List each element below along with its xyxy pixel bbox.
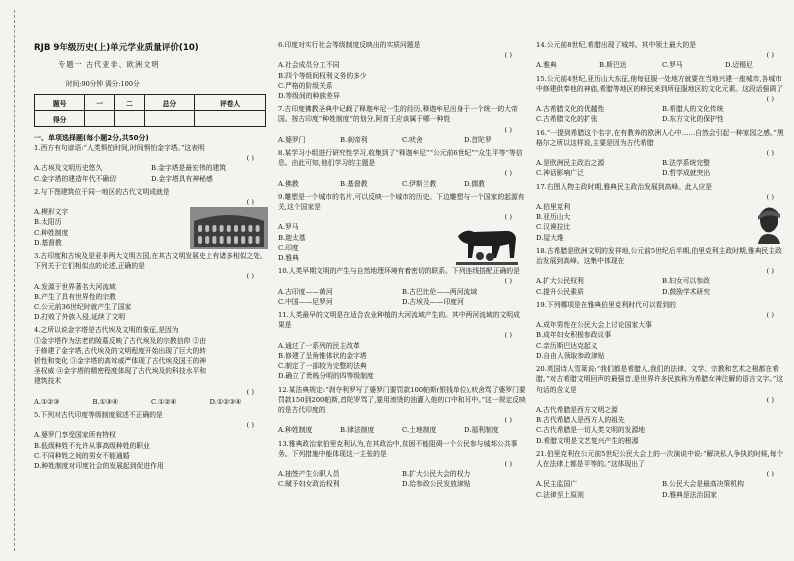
- question: [536, 300, 788, 364]
- options: [278, 341, 526, 382]
- options: [536, 320, 788, 361]
- score-cell[interactable]: [115, 111, 145, 127]
- option-row: [278, 479, 526, 489]
- option-row: [278, 297, 526, 307]
- option-row: [278, 469, 526, 479]
- answer-bracket[interactable]: ( ): [766, 149, 774, 158]
- option: A.民主监国广: [536, 480, 578, 489]
- answer-bracket[interactable]: ( ): [766, 311, 774, 320]
- option: C.土地制度: [402, 426, 437, 435]
- option: B.扩大公民大会的权力: [402, 470, 471, 479]
- answer-bracket[interactable]: ( ): [246, 198, 254, 207]
- option: D.东方文化的保护性: [662, 115, 724, 124]
- question: [536, 364, 788, 449]
- answer-bracket[interactable]: ( ): [766, 51, 774, 60]
- option: A.发源于世界著名大河流域: [34, 282, 116, 291]
- option: A.雅典: [536, 61, 557, 70]
- option: B.刹帝利: [340, 135, 368, 144]
- option: C.亲历斯巴达克起义: [536, 341, 598, 350]
- question: [278, 385, 526, 439]
- answer-bracket[interactable]: ( ): [504, 169, 512, 178]
- time-and-score: 时间:90分钟 满分:100分: [66, 80, 140, 88]
- answer-bracket[interactable]: ( ): [504, 277, 512, 286]
- question: [536, 182, 788, 246]
- option: C.汉谟拉比: [536, 223, 571, 232]
- question: [278, 40, 526, 104]
- option: C.公元前36世纪时就产生了国家: [34, 303, 132, 312]
- option: D.哲学成就突出: [662, 169, 711, 178]
- score-header: 二: [115, 95, 145, 111]
- question: [536, 246, 788, 300]
- question: [278, 192, 526, 266]
- option: A.①②③: [34, 397, 60, 406]
- options: [536, 158, 788, 178]
- question-list: [536, 40, 788, 503]
- question-text: 8.某学习小组进行研究性学习,收集到了“释迦牟尼”“公元前6世纪”“众生平等”等信息。由此可知,他们学习的主题是: [278, 149, 523, 168]
- option: C.古希腊文化的扩张: [536, 115, 598, 124]
- answer-bracket[interactable]: ( ): [504, 51, 512, 60]
- option-row: [536, 158, 788, 168]
- answer-bracket[interactable]: ( ): [246, 387, 254, 396]
- question-list: [34, 143, 268, 474]
- option-row: [278, 425, 526, 435]
- options: [34, 397, 268, 407]
- question: [34, 251, 268, 325]
- option: B.基督教: [340, 179, 368, 188]
- colosseum-image: [190, 207, 268, 249]
- question-text: 20.英国诗人雪莱说:“我们都是希腊人,我们的法律、文学、宗教和艺术之根都在希腊。”对古希腊文明回声的最强音,是世界许多民族称为希腊女神注解的语言文字。”这句话的含义是: [536, 365, 783, 394]
- option: C.①②④: [151, 397, 177, 406]
- spacer: [34, 471, 268, 474]
- option-row: [536, 287, 788, 297]
- option: A.成年男性在公民大会上讨论国家大事: [536, 321, 652, 330]
- option: B.律法制度: [340, 426, 375, 435]
- option: D.金字塔具有神秘感: [151, 174, 213, 183]
- option: C.种姓制度: [34, 228, 69, 237]
- option: D.①②③④: [209, 397, 242, 406]
- option: D.打败了外族入侵,延续了文明: [34, 313, 126, 322]
- option: B.亚历山大: [536, 213, 571, 222]
- score-row-label: 得分: [35, 111, 85, 127]
- question: [278, 148, 526, 192]
- option: A.古埃及文明历史悠久: [34, 164, 103, 173]
- pericles-bust-image: [752, 202, 784, 244]
- question-list: [278, 40, 526, 493]
- option-row: [34, 174, 268, 184]
- question: [278, 266, 526, 310]
- option: B.法学系统完整: [662, 159, 710, 168]
- option: A.抽签产生公职人员: [278, 470, 340, 479]
- option: D.等级间的种族差异: [278, 92, 340, 101]
- question: [278, 310, 526, 384]
- option: A.婆罗门享受国家所有特权: [34, 431, 116, 440]
- option: D.儒教: [464, 179, 485, 188]
- question-text: 9.雕塑是一个城市的名片,可以反映一个城市的历史。下边雕塑与一个国家的起源有关,这个国家是: [278, 192, 525, 212]
- option: D.鼓励学术研究: [662, 287, 711, 296]
- answer-bracket[interactable]: ( ): [766, 395, 774, 404]
- option: A.楔形文字: [34, 208, 69, 217]
- option-row: [536, 60, 788, 70]
- option: C.中国——尼罗河: [278, 297, 333, 306]
- option: B.金字塔是最宏伟的建筑: [151, 164, 227, 173]
- answer-bracket[interactable]: ( ): [504, 125, 512, 134]
- options: [536, 202, 788, 243]
- options: [278, 287, 526, 307]
- options: [536, 405, 788, 446]
- option: D.首陀罗: [464, 135, 492, 144]
- question-text: 6.印度对实行社会等级制度反映出的实质问题是: [278, 41, 421, 49]
- options: [536, 104, 788, 124]
- score-cell[interactable]: [144, 111, 194, 127]
- page-title: RJB 9年级历史(上)单元学业质量评价(10): [34, 43, 199, 53]
- option: A.婆罗门: [278, 135, 306, 144]
- option-row: [536, 104, 788, 114]
- column-3: [532, 0, 794, 561]
- option: D.屋大维: [536, 233, 564, 242]
- option: D.给参政公民发放津贴: [402, 480, 471, 489]
- option-row: [536, 114, 788, 124]
- question-text: 13.雅典政治家伯里克利认为,在其政治中,贫困不能阻碍一个公民参与城邦公共事务。下列措施中能体现这一主张的是: [278, 439, 518, 458]
- question-text: 7.古印度佛教圣典中记载了释迦牟尼一生的经历,释迦牟尼出身于一个统一的大帝国。按古印度“种姓制度”的划分,阿育王应该属于哪一种姓: [278, 105, 518, 124]
- score-header: 一: [85, 95, 115, 111]
- option: A.古希腊文化的优越性: [536, 105, 605, 114]
- option: D.基督教: [34, 238, 62, 247]
- options: [278, 179, 526, 189]
- options: [34, 163, 268, 183]
- option: A.罗马: [278, 223, 299, 232]
- options: [34, 207, 268, 248]
- question-text: 21.伯里克利在公元前5世纪公民大会上的一次演说中说:“解决私人争执的时候,每个人在法律上都是平等的。”这体现出了: [536, 449, 784, 468]
- answer-bracket[interactable]: ( ): [246, 272, 254, 281]
- answer-bracket[interactable]: ( ): [504, 459, 512, 468]
- options: [278, 469, 526, 489]
- option-row: [536, 168, 788, 178]
- spacer: [536, 500, 788, 503]
- question: [34, 187, 268, 251]
- option: C.罗马: [662, 61, 683, 70]
- question-line: 建筑技术: [34, 377, 62, 386]
- option: B.妇女可以参政: [662, 277, 710, 286]
- question-text: 12.某法典规定:“剥夺利罗写了婆罗门要罚款100帕斯(银钱单位),吠舍骂了婆罗门要罚款150到200帕斯,首陀罗骂了,要用滚烫的油灌入他的口中和耳中。”这一规定反映的是古代印度的: [278, 385, 526, 414]
- options: [34, 430, 268, 471]
- question-line: 折性和变化 ③金字塔的高耸威严体现了古代埃及国王的神: [34, 357, 207, 366]
- question-line: 于修建了金字塔,古代埃及的文明程度开始出现了巨大的转: [34, 346, 207, 355]
- spacer: [278, 490, 526, 493]
- answer-bracket[interactable]: ( ): [504, 213, 512, 222]
- option: B.公民大会是最高决策机构: [662, 480, 744, 489]
- options: [536, 276, 788, 296]
- score-header: 评卷人: [195, 95, 266, 111]
- she-wolf-statue-image: [452, 222, 522, 266]
- question-line: ①金字塔作为法老的陵墓反映了古代埃及的宗教信仰 ②由: [34, 336, 207, 345]
- option: A.种姓制度: [278, 426, 313, 435]
- option: A.扩大公民权利: [536, 277, 584, 286]
- option: B.斯巴达: [599, 61, 627, 70]
- option: C.神话影响广泛: [536, 169, 584, 178]
- option: B.四个等级间权利义务的多少: [278, 71, 367, 80]
- option: D.迈锡尼: [725, 61, 753, 70]
- option: A.社会成员分工不同: [278, 61, 340, 70]
- option: D.自由人领取参政津贴: [536, 351, 605, 360]
- answer-bracket[interactable]: ( ): [504, 331, 512, 340]
- column-2: [274, 0, 530, 561]
- option: C.法律至上原则: [536, 490, 584, 499]
- option: D.古埃及——印度河: [402, 297, 464, 306]
- option: B.修建了呈角锥体状的金字塔: [278, 351, 367, 360]
- option: A.伯里克利: [536, 203, 571, 212]
- answer-bracket[interactable]: ( ): [246, 154, 254, 163]
- score-header: 题号: [35, 95, 85, 111]
- option: C.金字塔的建造年代不确切: [34, 174, 116, 183]
- question-text: 10.人类早期文明的产生与自然地理环境有着密切的联系。下列连线搭配正确的是: [278, 267, 520, 276]
- option: B.太阳历: [34, 218, 62, 227]
- option: A.通过了一系列的民主改革: [278, 341, 360, 350]
- score-table: [34, 94, 266, 127]
- option-row: [536, 479, 788, 489]
- option-row: [536, 276, 788, 286]
- option: C.提升公民素质: [536, 287, 584, 296]
- question-text: 11.人类最早的文明是在适合农业种植的大河流域产生的。其中两河流域的文明成果是: [278, 311, 520, 330]
- answer-bracket[interactable]: ( ): [766, 267, 774, 276]
- option: B.古代希腊人是西方人的祖先: [536, 416, 625, 425]
- option: D.福利制度: [464, 426, 499, 435]
- options: [278, 222, 526, 263]
- options: [536, 60, 788, 70]
- option: B.低级种姓不允许从事高级种姓的职业: [34, 441, 150, 450]
- option: A.古印度——黄河: [278, 287, 333, 296]
- option: B.希腊人的文化传统: [662, 105, 724, 114]
- option: A.佛教: [278, 179, 299, 188]
- option: D.雅典: [278, 254, 299, 263]
- options: [278, 135, 526, 145]
- question: [278, 104, 526, 148]
- question-text: 16.“一提到希腊这个名字,在有教养的欧洲人心中……自然会引起一种家园之感。”黑格尔之所以这样说,主要是因为古代希腊: [536, 128, 784, 147]
- option: B.古巴比伦——两河流域: [402, 287, 478, 296]
- question: [34, 325, 268, 410]
- option: C.严格的阶级关系: [278, 81, 333, 90]
- question-text: 17.右图人物主政时期,雅典民主政治发展到高峰。此人应是: [536, 182, 713, 191]
- question: [34, 143, 268, 187]
- options: [536, 479, 788, 499]
- option: B.成年妇女积极参政议事: [536, 331, 612, 340]
- option: B.迦太基: [278, 233, 306, 242]
- options: [278, 60, 526, 101]
- answer-bracket[interactable]: ( ): [246, 421, 254, 430]
- option: D.希腊文明是文艺复兴产生的根源: [536, 436, 639, 445]
- question-text: 5.下列对古代印度等级制度叙述不正确的是: [34, 411, 163, 420]
- option: A.古代希腊是西方文明之源: [536, 405, 618, 414]
- section-heading: 一、单项选择题(每小题2分,共50分): [34, 134, 149, 142]
- question-text: 19.下列哪项是在雅典伯里克利时代可以看到的: [536, 300, 676, 309]
- question: [278, 439, 526, 493]
- question-text: 14.公元前8世纪,希腊出现了城邦。其中领土最大的是: [536, 41, 697, 49]
- question-text: 18.古希腊是欧洲文明的发祥地,公元前5世纪后半期,伯里克利主政时期,雅典民主政治发展到高峰。这集中体现在: [536, 246, 782, 266]
- options: [34, 282, 268, 323]
- question: [536, 449, 788, 503]
- option: C.印度: [278, 243, 299, 252]
- question-text: 1.西方有句谚语:“人类惧怕时间,时间惧怕金字塔。”这表明: [34, 144, 205, 152]
- question-text: 15.公元前4世纪,亚历山大东征,他每征服一处地方就要在当地兴建一座城市,各城市中修建供奉他的神庙,希腊等地区的移民来到所征服地区的文化元素。这段话强调了: [536, 74, 783, 93]
- option: C.吠舍: [402, 135, 423, 144]
- score-cell[interactable]: [195, 111, 266, 127]
- column-1: [0, 0, 272, 561]
- page-subtitle: 专题一 古代亚非、欧洲文明: [58, 60, 160, 69]
- question-text: 3.古印度和古埃及是亚非两大文明古国,在其古文明发展史上有诸多相似之处。下列关于它们相似点的论述,正确的是: [34, 252, 267, 271]
- option: C.不同种姓之间的男女不能通婚: [34, 451, 130, 460]
- option: C.古代希腊是一切人类文明的发源地: [536, 426, 646, 435]
- answer-bracket[interactable]: ( ): [766, 470, 774, 479]
- option: A.是欧洲民主政治之源: [536, 159, 605, 168]
- option-row: [34, 397, 268, 407]
- answer-bracket[interactable]: ( ): [504, 416, 512, 425]
- options: [278, 425, 526, 435]
- score-cell[interactable]: [85, 111, 115, 127]
- option: C.制定了一部较为完整的法典: [278, 362, 367, 371]
- answer-bracket[interactable]: ( ): [766, 95, 774, 104]
- score-header: 总分: [144, 95, 194, 111]
- question-text: 2.与下图建筑位于同一地区的古代文明成就是: [34, 187, 170, 196]
- option: C.赋予妇女政治权利: [278, 480, 340, 489]
- option: B.产生了具有世界性的宗教: [34, 292, 116, 301]
- option-row: [536, 490, 788, 500]
- option-row: [278, 287, 526, 297]
- option: C.伊斯兰教: [402, 179, 437, 188]
- option: D.确立了贵贱分明的四等级制度: [278, 372, 374, 381]
- option-row: [278, 179, 526, 189]
- question: [536, 74, 788, 128]
- option: B.①③④: [92, 397, 118, 406]
- question: [536, 40, 788, 74]
- question: [536, 128, 788, 182]
- option: D.雅典是法治国家: [662, 490, 717, 499]
- option-row: [34, 163, 268, 173]
- question: [34, 410, 268, 474]
- question-line: 圣权威 ④金字塔的精密程度体现了古代埃及的科技水平和: [34, 367, 207, 376]
- option: D.种姓制度对印度社会的发展起到促进作用: [34, 462, 164, 471]
- question-text: 4.之所以说金字塔是古代埃及文明的象征,是因为: [34, 326, 179, 335]
- option-row: [278, 135, 526, 145]
- answer-bracket[interactable]: ( ): [766, 192, 774, 201]
